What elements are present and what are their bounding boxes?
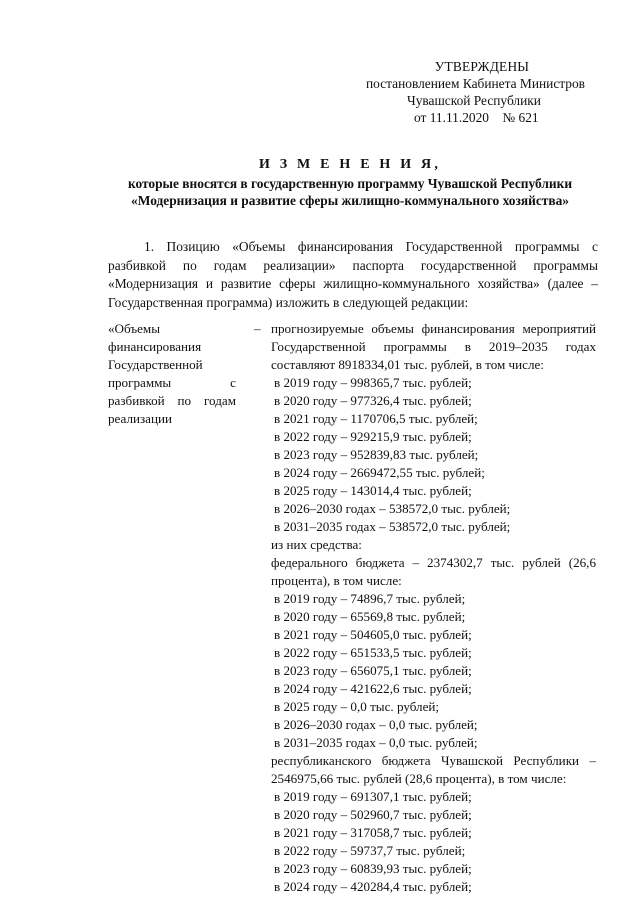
- approval-line-3: от 11.11.2020 № 621: [414, 110, 539, 125]
- approval-stamp: [360, 58, 620, 126]
- year-row: в 2031–2035 годах – 0,0 тыс. рублей;: [274, 735, 478, 750]
- year-row: в 2021 году – 504605,0 тыс. рублей;: [274, 627, 472, 642]
- heading-subtitle-1: которые вносятся в государственную программу Чувашской Республики: [127, 176, 573, 191]
- year-row: в 2021 году – 317058,7 тыс. рублей;: [274, 825, 472, 840]
- year-row: в 2020 году – 65569,8 тыс. рублей;: [274, 609, 466, 624]
- year-row: в 2026–2030 годах – 538572,0 тыс. рублей;: [274, 501, 511, 516]
- heading-subtitle-2: «Модернизация и развитие сферы жилищно-коммунального хозяйства»: [131, 193, 569, 208]
- year-row: в 2019 году – 691307,1 тыс. рублей;: [274, 789, 472, 804]
- year-row: в 2022 году – 651533,5 тыс. рублей;: [274, 645, 472, 660]
- intro-text: 1. Позицию «Объемы финансирования Государственной программы с разбивкой по годам реализации» паспорта государственной программы «Модернизация и развитие сферы жилищно-коммунального хозяйства» (далее – Государственная программа) изложить в следующей редакции:: [108, 239, 598, 310]
- approval-title: УТВЕРЖДЕНЫ: [434, 59, 530, 74]
- of-them-label: из них средства:: [271, 537, 362, 552]
- federal-budget-text: федерального бюджета – 2374302,7 тыс. рублей (26,6 процента), в том числе:: [271, 555, 596, 588]
- year-row: в 2024 году – 421622,6 тыс. рублей;: [274, 681, 472, 696]
- year-row: в 2025 году – 143014,4 тыс. рублей;: [274, 483, 472, 498]
- intro-paragraph: [108, 238, 598, 312]
- approval-line-1: постановлением Кабинета Министров: [366, 76, 585, 91]
- republic-year-list: [271, 788, 596, 896]
- table-dash: –: [254, 321, 261, 336]
- year-row: в 2022 году – 929215,9 тыс. рублей;: [274, 429, 472, 444]
- year-row: в 2024 году – 2669472,55 тыс. рублей;: [274, 465, 485, 480]
- year-row: в 2021 году – 1170706,5 тыс. рублей;: [274, 411, 478, 426]
- year-row: в 2026–2030 годах – 0,0 тыс. рублей;: [274, 717, 478, 732]
- year-row: в 2020 году – 977326,4 тыс. рублей;: [274, 393, 472, 408]
- document-heading: [60, 156, 640, 209]
- year-row: в 2023 году – 952839,83 тыс. рублей;: [274, 447, 479, 462]
- year-row: в 2022 году – 59737,7 тыс. рублей;: [274, 843, 466, 858]
- republic-budget-text: республиканского бюджета Чувашской Республики – 2546975,66 тыс. рублей (28,6 процента), в том числе:: [271, 753, 596, 786]
- approval-line-2: Чувашской Республики: [407, 93, 541, 108]
- year-row: в 2024 году – 420284,4 тыс. рублей;: [274, 879, 472, 894]
- year-row: в 2025 году – 0,0 тыс. рублей;: [274, 699, 440, 714]
- year-row: в 2023 году – 60839,93 тыс. рублей;: [274, 861, 472, 876]
- year-row: в 2019 году – 998365,7 тыс. рублей;: [274, 375, 472, 390]
- year-row: в 2031–2035 годах – 538572,0 тыс. рублей;: [274, 519, 511, 534]
- heading-title: И З М Е Н Е Н И Я,: [258, 157, 442, 172]
- total-financing-text: прогнозируемые объемы финансирования мероприятий Государственной программы в 2019–2035 годах составляют 8918334,01 тыс. рублей, в том числе:: [271, 321, 596, 372]
- year-row: в 2023 году – 656075,1 тыс. рублей;: [274, 663, 472, 678]
- year-row: в 2019 году – 74896,7 тыс. рублей;: [274, 591, 466, 606]
- table-right-cell: [271, 320, 596, 896]
- federal-year-list: [271, 590, 596, 752]
- total-year-list: [271, 374, 596, 536]
- table-left-cell: «Объемы финансирования Государственной программы с разбивкой по годам реализации: [108, 321, 236, 426]
- year-row: в 2020 году – 502960,7 тыс. рублей;: [274, 807, 472, 822]
